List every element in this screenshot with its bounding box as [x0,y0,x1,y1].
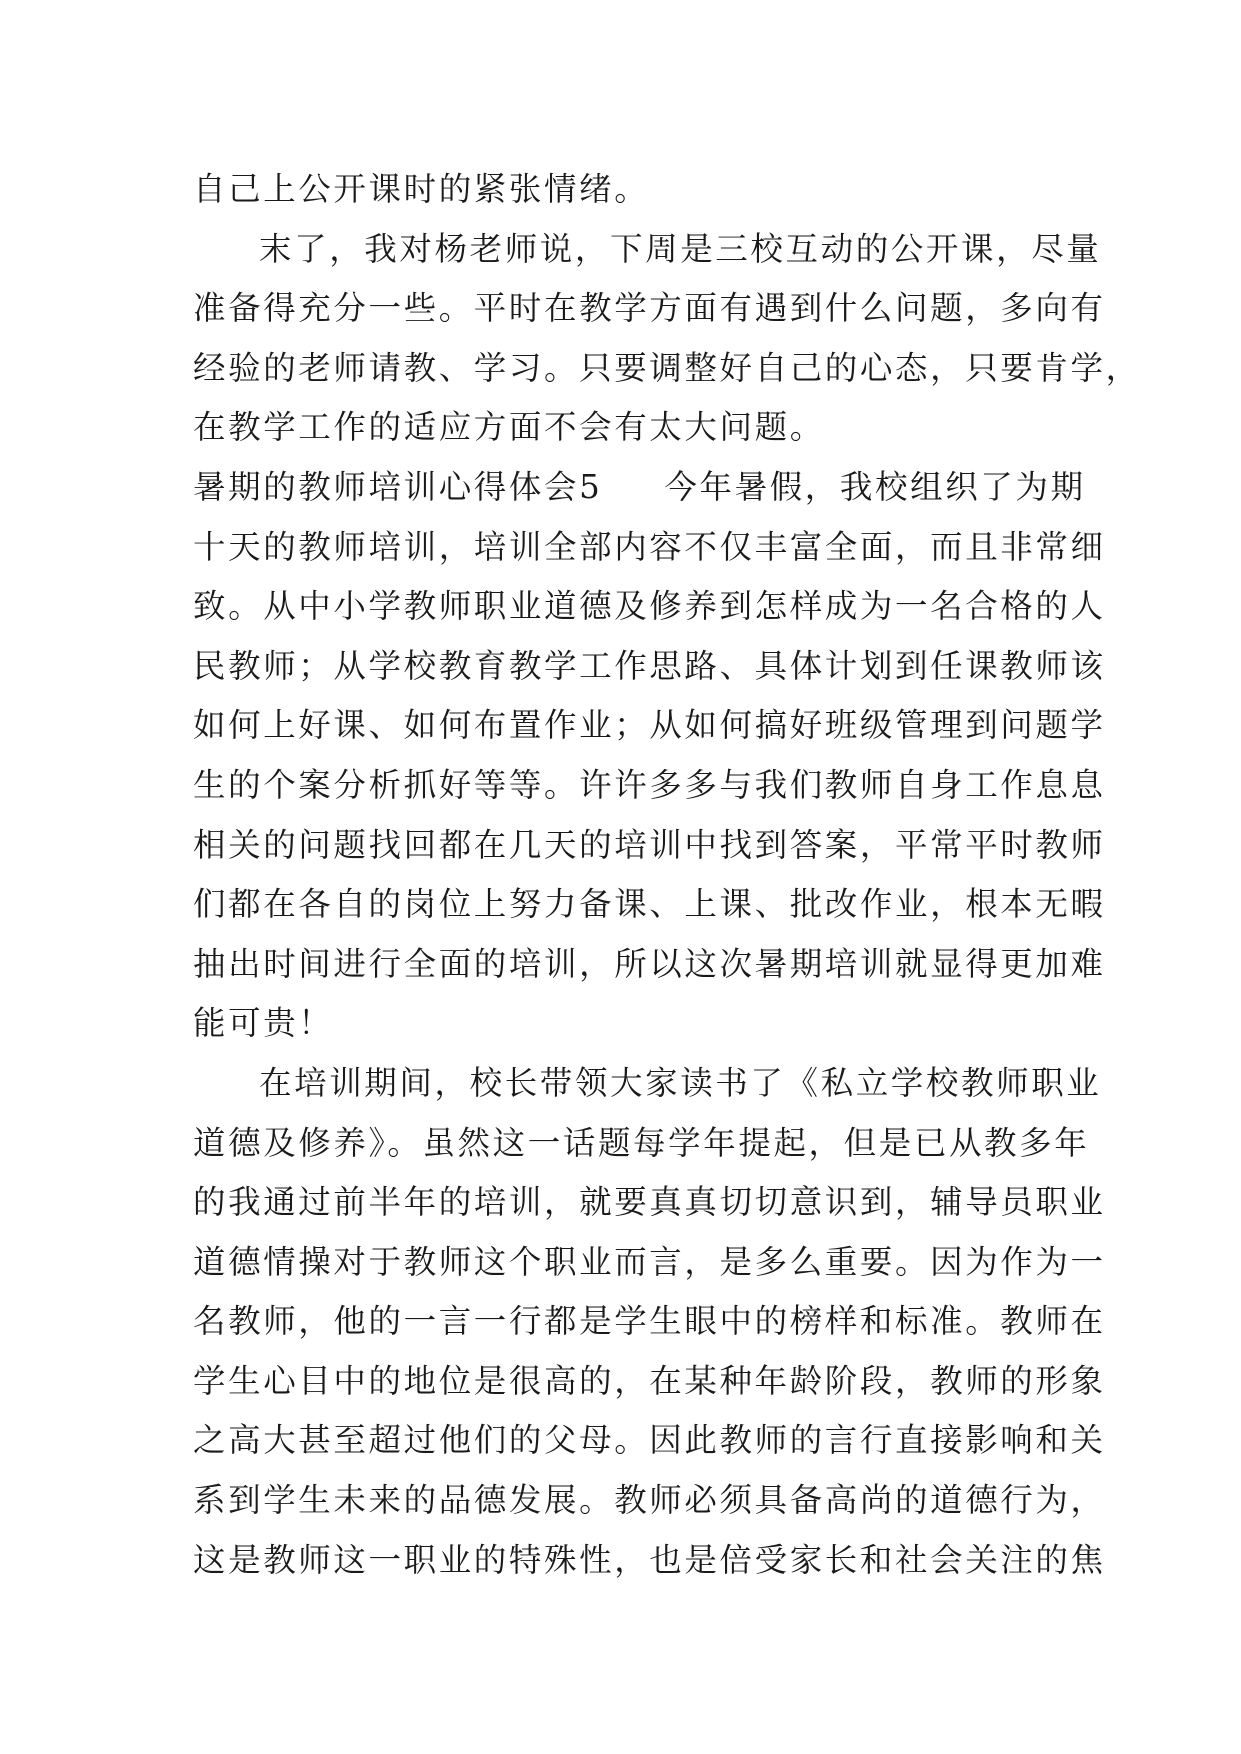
text-line: 的我通过前半年的培训，就要真真切切意识到，辅导员职业 [193,1183,1106,1222]
text-line: 相关的问题找回都在几天的培训中找到答案，平常平时教师 [193,825,1106,864]
paragraph-continued [193,160,1053,220]
text-line: 经验的老师请教、学习。只要调整好自己的心态，只要肯学， [193,348,1141,387]
text-line: 道德及修养》。虽然这一话题每学年提起，但是已从教多年 [193,1123,1090,1162]
paragraph-advice [193,220,1141,458]
paragraph-ethics [193,1054,1106,1590]
text-line: 民教师；从学校教育教学工作思路、具体计划到任课教师该 [193,646,1106,685]
paragraph-summer-training [193,458,1106,1054]
text-line: 准备得充分一些。平时在教学方面有遇到什么问题，多向有 [193,289,1106,328]
text-line: 道德情操对于教师这个职业而言，是多么重要。因为作为一 [193,1242,1106,1281]
text-line: 自己上公开课时的紧张情绪。 [193,170,650,208]
text-line: 这是教师这一职业的特殊性，也是倍受家长和社会关注的焦 [193,1540,1106,1579]
text-line: 在培训期间，校长带领大家读书了《私立学校教师职业 [259,1063,1102,1102]
text-line: 在教学工作的适应方面不会有太大问题。 [193,408,825,447]
first-line-text: 今年暑假，我校组织了为期 [664,467,1086,506]
text-line: 系到学生未来的品德发展。教师必须具备高尚的道德行为， [193,1481,1106,1520]
text-line: 抽出时间进行全面的培训，所以这次暑期培训就显得更加难 [193,944,1106,983]
text-line: 致。从中小学教师职业道德及修养到怎样成为一名合格的人 [193,587,1106,626]
section-heading: 暑期的教师培训心得体会5 [193,467,603,506]
text-line: 名教师，他的一言一行都是学生眼中的榜样和标准。教师在 [193,1302,1106,1341]
document-body [193,160,1141,1590]
text-line-with-heading [193,458,1086,518]
text-line: 学生心目中的地位是很高的，在某种年龄阶段，教师的形象 [193,1361,1106,1400]
text-line: 十天的教师培训，培训全部内容不仅丰富全面，而且非常细 [193,527,1106,566]
text-line: 们都在各自的岗位上努力备课、上课、批改作业，根本无暇 [193,885,1106,924]
text-line: 之高大甚至超过他们的父母。因此教师的言行直接影响和关 [193,1421,1106,1460]
text-line: 能可贵！ [193,1004,334,1043]
text-line: 生的个案分析抓好等等。许许多多与我们教师自身工作息息 [193,765,1106,804]
text-line: 末了，我对杨老师说，下周是三校互动的公开课，尽量 [259,229,1102,268]
text-line: 如何上好课、如何布置作业；从如何搞好班级管理到问题学 [193,706,1106,745]
